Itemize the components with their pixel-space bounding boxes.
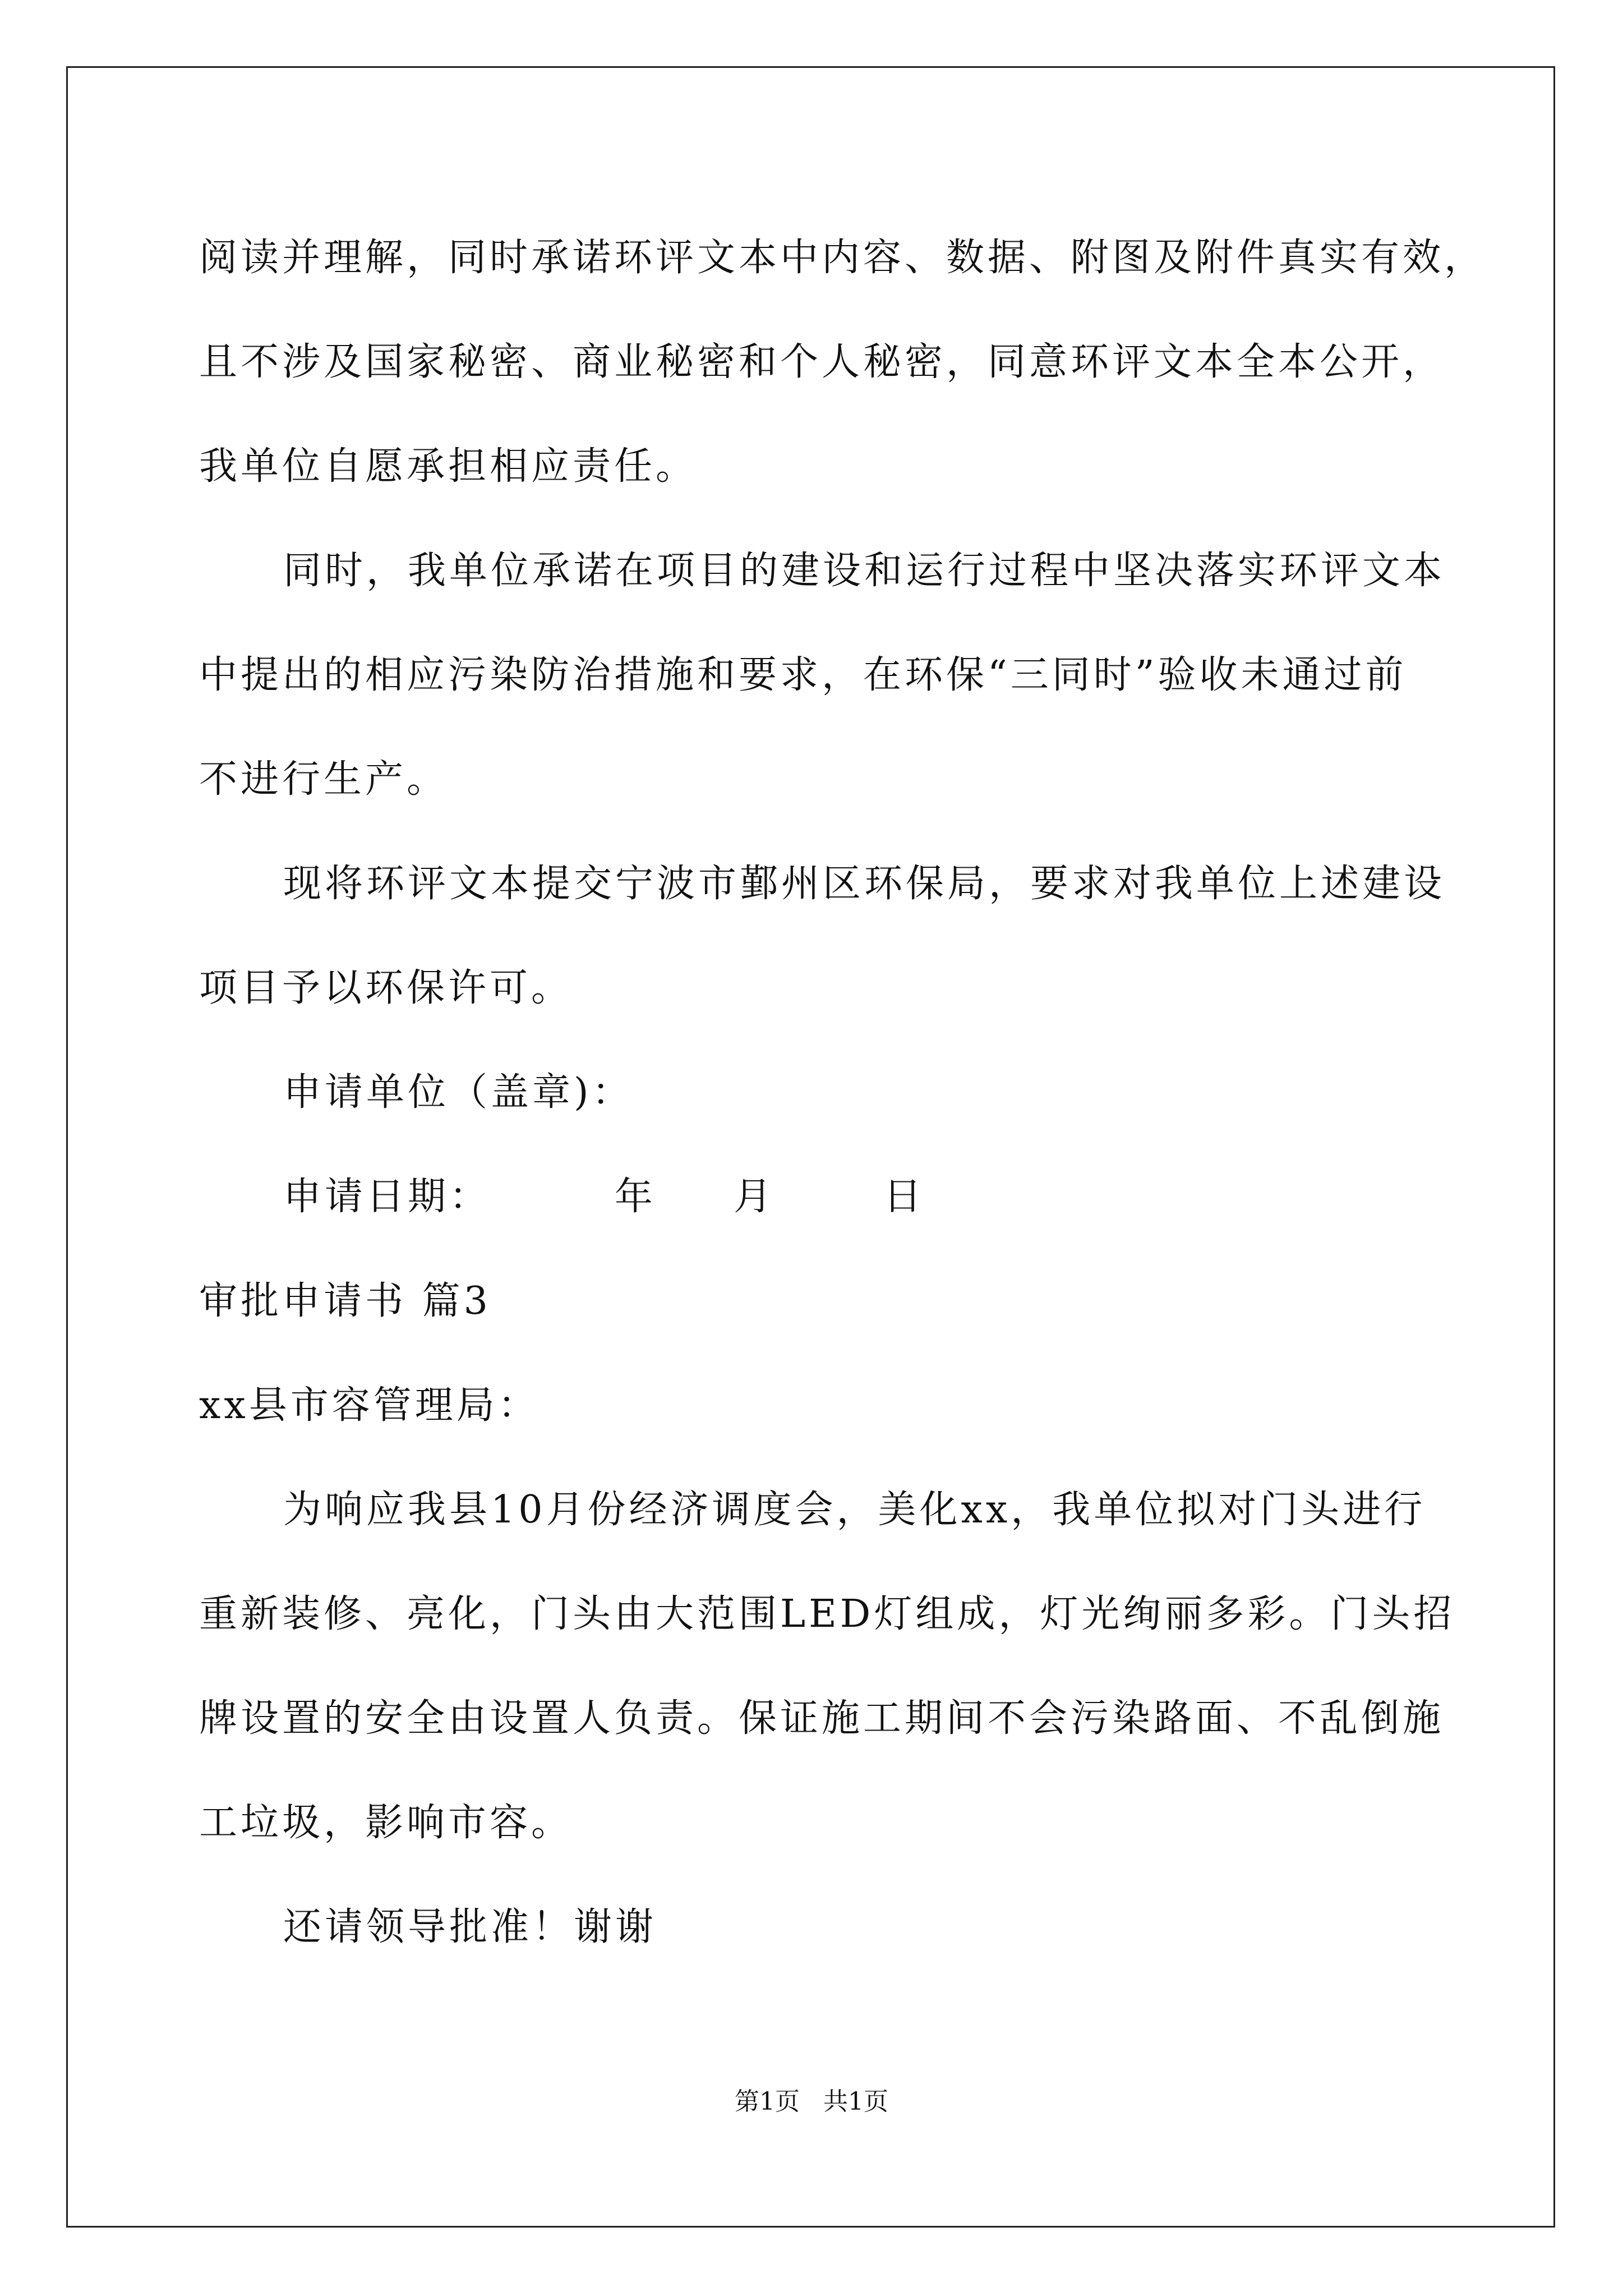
section-heading: 审批申请书 篇3	[199, 1279, 491, 1323]
paragraph-line: 阅读并理解，同时承诺环评文本中内容、数据、附图及附件真实有效，	[199, 236, 1486, 280]
page-number: 第1页 共1页	[735, 2087, 888, 2116]
paragraph-line: 牌设置的安全由设置人负责。保证施工期间不会污染路面、不乱倒施	[199, 1696, 1445, 1741]
paragraph-line: 同时，我单位承诺在项目的建设和运行过程中坚决落实环评文本	[283, 549, 1446, 593]
page-border	[66, 66, 1555, 2228]
application-date-label: 申请日期： 年 月 日	[283, 1175, 925, 1219]
paragraph-line: 重新装修、亮化，门头由大范围LED灯组成，灯光绚丽多彩。门头招	[199, 1592, 1455, 1636]
paragraph-line: 为响应我县10月份经济调度会，美化xx，我单位拟对门头进行	[283, 1488, 1426, 1532]
addressee: xx县市容管理局：	[199, 1383, 540, 1428]
paragraph-line: 工垃圾，影响市容。	[199, 1801, 573, 1845]
paragraph-line: 现将环评文本提交宁波市鄞州区环保局，要求对我单位上述建设	[283, 862, 1446, 906]
paragraph-line: 不进行生产。	[199, 757, 449, 802]
paragraph-line: 且不涉及国家秘密、商业秘密和个人秘密，同意环评文本全本公开，	[199, 340, 1445, 384]
closing-line: 还请领导批准！谢谢	[283, 1905, 657, 1949]
paragraph-line: 我单位自愿承担相应责任。	[199, 444, 698, 489]
applicant-label: 申请单位（盖章)：	[283, 1070, 634, 1115]
paragraph-line: 中提出的相应污染防治措施和要求，在环保“三同时”验收未通过前	[199, 653, 1407, 697]
paragraph-line: 项目予以环保许可。	[199, 966, 573, 1010]
